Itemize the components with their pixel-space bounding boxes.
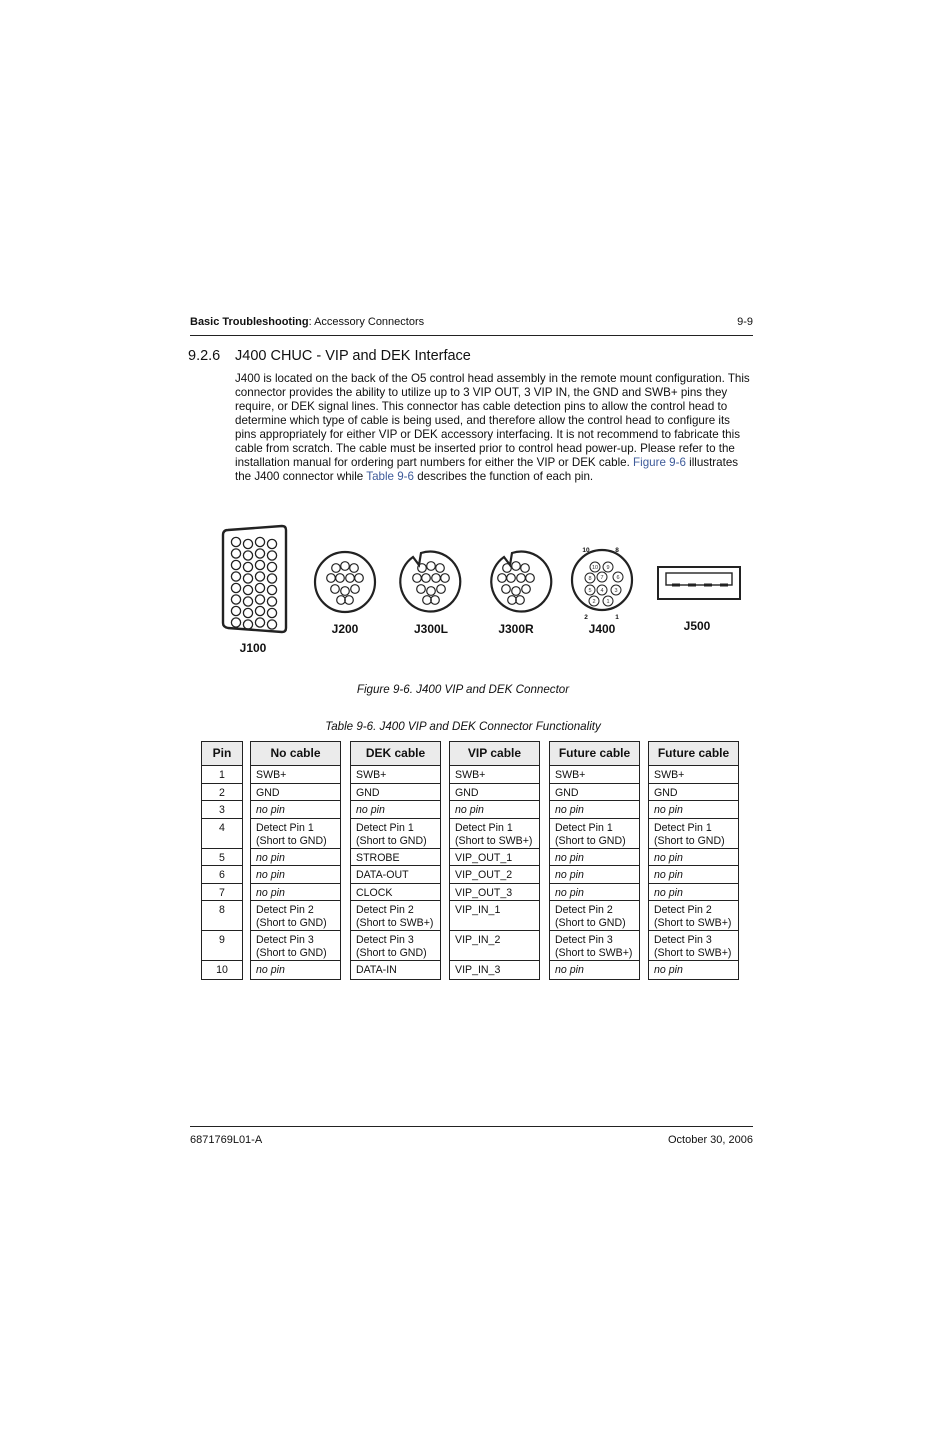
table-cell (450, 766, 539, 784)
connector-pin (231, 606, 240, 615)
connector-pin (507, 574, 516, 583)
connector-pin (243, 597, 252, 606)
j400-pin-label: 1 (615, 614, 619, 621)
connector-pin (327, 574, 336, 583)
connector-pin (512, 587, 521, 596)
connector-pin (345, 596, 354, 605)
connector-pin (351, 585, 360, 594)
table-cell-line: Detect Pin 3 (356, 934, 414, 946)
table-cell (351, 784, 440, 802)
table-cell (649, 784, 738, 802)
table-cell-line: CLOCK (356, 886, 393, 899)
connector-pin (255, 572, 264, 581)
table-cell-line: Detect Pin 3 (654, 934, 712, 946)
table-cell-line: (Short to GND) (356, 947, 427, 959)
connector-pin (243, 608, 252, 617)
connector-pin (331, 585, 340, 594)
table-cell-pin: 4 (202, 819, 242, 849)
table-column-future-cable-1 (549, 741, 640, 980)
figure-label-j200: J200 (331, 622, 359, 636)
table-cell-line: SWB+ (654, 769, 685, 781)
paragraph-line: the J400 connector while Table 9-6 describes the function of each pin. (235, 470, 594, 483)
table-cell-pin: 5 (202, 849, 242, 867)
connector-pin (522, 585, 531, 594)
table-cell-line: SWB+ (356, 769, 387, 781)
connector-pin (267, 597, 276, 606)
table-cell (351, 931, 440, 961)
table-cell-line: no pin (555, 886, 584, 899)
table-link[interactable]: Table 9-6 (366, 470, 414, 483)
connector-pin (413, 574, 422, 583)
connector-pin (255, 549, 264, 558)
table-cell-line: Detect Pin 1 (455, 821, 513, 834)
table-cell-line: no pin (555, 964, 584, 976)
j400-pin-label: 10 (582, 547, 590, 554)
j200-connector-drawing (315, 552, 375, 612)
connector-pin (521, 564, 530, 573)
connector-pin (255, 560, 264, 569)
table-cell-line: Detect Pin 2 (356, 904, 414, 916)
connector-pin (243, 574, 252, 583)
table-cell (550, 784, 639, 802)
connector-pin (243, 620, 252, 629)
table-cell-line: no pin (356, 804, 385, 816)
connector-pin (243, 551, 252, 560)
connector-pin (432, 574, 441, 583)
connector-pin (336, 574, 345, 583)
table-cell-line: Detect Pin 2 (555, 904, 613, 916)
connector-pin (431, 596, 440, 605)
table-cell (251, 819, 340, 849)
table-cell-line: (Short to GND) (256, 917, 327, 929)
j400-inner-number: 8 (588, 576, 592, 582)
j400-inner-number: 5 (588, 588, 592, 594)
figure-label-j500: J500 (683, 619, 711, 633)
j400-inner-number: 10 (591, 565, 599, 571)
paragraph-line: pins appropriately for either VIP or DEK accessory interfacing. It is not recommend to fabricate this (235, 428, 740, 441)
header-page-number: 9-9 (737, 316, 753, 328)
table-cell (550, 866, 639, 884)
connector-pin (243, 539, 252, 548)
table-cell (251, 784, 340, 802)
table-cell-line: SWB+ (455, 769, 486, 781)
connector-pin (517, 574, 526, 583)
footer-doc-number: 6871769L01-A (190, 1134, 263, 1146)
table-header-cell: No cable (251, 742, 340, 766)
table-cell-line: Detect Pin 1 (356, 821, 414, 834)
table-cell (550, 766, 639, 784)
j100-connector-drawing (223, 526, 286, 632)
table-cell-line: no pin (555, 851, 584, 864)
connector-pin (255, 595, 264, 604)
table-cell-line: SWB+ (555, 769, 586, 781)
connector-pin (255, 537, 264, 546)
table-cell (450, 819, 539, 849)
table-cell-line: no pin (455, 804, 484, 816)
table-cell-line: VIP_OUT_2 (455, 869, 513, 881)
table-cell-line: (Short to GND) (356, 834, 427, 847)
table-cell (351, 901, 440, 931)
connector-pin (418, 564, 427, 573)
table-cell (351, 884, 440, 902)
connector-pin (498, 574, 507, 583)
table-cell (550, 801, 639, 819)
connector-pin (427, 562, 436, 571)
table-cell-line: Detect Pin 1 (555, 821, 613, 834)
connector-pin (231, 537, 240, 546)
table-cell-pin: 9 (202, 931, 242, 961)
connector-pin (243, 562, 252, 571)
connector-pin (526, 574, 535, 583)
table-cell-pin: 10 (216, 964, 228, 976)
table-cell-line: no pin (654, 964, 683, 976)
connector-pin (341, 587, 350, 596)
j400-inner-number: 2 (592, 599, 596, 605)
table-cell (251, 961, 340, 979)
j400-inner-number: 7 (600, 575, 604, 581)
table-cell (351, 866, 440, 884)
connector-pin (255, 618, 264, 627)
table-cell (251, 766, 340, 784)
connector-pin (255, 606, 264, 615)
connector-pin (231, 549, 240, 558)
connector-pin (267, 585, 276, 594)
table-cell-line: (Short to SWB+) (555, 947, 633, 959)
table-header-cell: Future cable (550, 742, 639, 766)
connector-pin (508, 596, 517, 605)
table-cell-line: no pin (654, 804, 683, 816)
table-cell (351, 819, 440, 849)
footer-rule (190, 1126, 753, 1127)
table-cell-line: (Short to SWB+) (356, 917, 434, 929)
figure-label-j100: J100 (239, 641, 267, 655)
table-cell-line: VIP_IN_3 (455, 964, 501, 976)
j300l-connector-drawing (400, 552, 460, 612)
connector-pin (267, 574, 276, 583)
table-cell-line: GND (455, 786, 479, 799)
table-cell-line: VIP_OUT_3 (455, 886, 513, 899)
table-cell (351, 849, 440, 867)
connector-pin (267, 608, 276, 617)
table-column-pin (201, 741, 243, 980)
table-cell (649, 849, 738, 867)
table-cell-line: DATA-IN (356, 964, 397, 976)
table-cell (450, 884, 539, 902)
table-cell (450, 784, 539, 802)
figure-label-j300l: J300L (413, 622, 449, 636)
connector-pin (255, 583, 264, 592)
table-cell (649, 884, 738, 902)
table-cell-line: Detect Pin 2 (654, 904, 712, 916)
connector-pin (231, 572, 240, 581)
table-cell (550, 931, 639, 961)
table-cell (450, 849, 539, 867)
connector-pin (267, 620, 276, 629)
table-cell (649, 766, 738, 784)
table-cell-pin: 3 (202, 801, 242, 819)
connector-pin (441, 574, 450, 583)
table-cell-line: (Short to SWB+) (654, 947, 732, 959)
paragraph-line: J400 is located on the back of the O5 control head assembly in the remote mount configuration. This (235, 372, 750, 385)
connector-pin (346, 574, 355, 583)
table-cell-line: no pin (654, 851, 683, 864)
table-header-cell: Pin (202, 742, 242, 766)
table-cell (550, 819, 639, 849)
table-cell (649, 866, 738, 884)
table-cell-line: (Short to SWB+) (654, 917, 732, 929)
paragraph-line: connector provides the ability to utilize up to 3 VIP OUT, 3 VIP IN, the GND and SWB+ pins they (235, 386, 728, 399)
connector-pin (427, 587, 436, 596)
connector-pin (337, 596, 346, 605)
table-cell-line: no pin (654, 869, 683, 881)
table-cell-line: (Short to GND) (256, 834, 327, 847)
table-cell (550, 849, 639, 867)
j400-inner-number: 3 (614, 588, 618, 594)
table-cell (251, 866, 340, 884)
table-cell-line: no pin (555, 804, 584, 816)
table-cell-line: VIP_OUT_1 (455, 851, 513, 864)
figure-link[interactable]: Figure 9-6 (633, 456, 686, 469)
j300r-connector-drawing (491, 552, 551, 612)
table-cell (550, 961, 639, 979)
table-cell (351, 961, 440, 979)
table-cell-line: (Short to SWB+) (455, 834, 533, 847)
table-header-cell: DEK cable (351, 742, 440, 766)
table-cell-line: Detect Pin 3 (555, 934, 613, 946)
section-number: 9.2.6 (188, 348, 221, 364)
j400-inner-number: 9 (606, 565, 610, 571)
table-cell-line: no pin (256, 869, 285, 881)
connector-pin (231, 560, 240, 569)
paragraph-line: cable from scratch. The cable must be inserted prior to control head power-up. Please refer to the (235, 442, 735, 455)
table-cell-line: Detect Pin 3 (256, 934, 314, 946)
table-cell-pin: 1 (202, 766, 242, 784)
table-cell-line: VIP_IN_1 (455, 904, 501, 916)
connector-pin (332, 564, 341, 573)
table-header-cell: VIP cable (450, 742, 539, 766)
table-cell (251, 849, 340, 867)
table-cell-line: Detect Pin 1 (654, 821, 712, 834)
section-heading (188, 348, 471, 364)
table-cell-line: DATA-OUT (356, 869, 409, 881)
j400-inner-number: 6 (616, 575, 620, 581)
table-cell (550, 884, 639, 902)
connector-pin (231, 583, 240, 592)
table-cell (450, 931, 539, 961)
table-cell-line: (Short to GND) (256, 947, 327, 959)
table-cell (450, 901, 539, 931)
table-cell-line: GND (356, 786, 380, 799)
table-caption: Table 9-6. J400 VIP and DEK Connector Functionality (325, 720, 601, 733)
table-cell-line: (Short to GND) (555, 834, 626, 847)
connector-pin (231, 618, 240, 627)
table-cell-line: no pin (256, 886, 285, 899)
header-rule (190, 335, 753, 336)
paragraph-line: installation manual for ordering part numbers for either the VIP or DEK cable. Figure 9-6 illustrates (235, 456, 739, 469)
paragraph-line: require, or DEK signal lines. This connector has cable detection pins to allow the control head to (235, 400, 728, 413)
table-cell-line: SWB+ (256, 769, 287, 781)
connector-pin (350, 564, 359, 573)
header-section-title: Basic Troubleshooting: Accessory Connectors (190, 316, 425, 328)
table-column-no-cable (250, 741, 341, 980)
table-cell (251, 901, 340, 931)
table-cell-pin: 8 (202, 901, 242, 931)
connector-pin (341, 562, 350, 571)
table-header-cell: Future cable (649, 742, 738, 766)
body-paragraph (235, 372, 755, 484)
table-cell-line: no pin (256, 964, 285, 976)
table-column-dek-cable (350, 741, 441, 980)
table-cell (450, 961, 539, 979)
connector-pin (267, 562, 276, 571)
table-column-future-cable-2 (648, 741, 739, 980)
section-title: J400 CHUC - VIP and DEK Interface (235, 348, 471, 364)
j400-inner-number: 1 (606, 599, 610, 605)
table-cell-line: (Short to GND) (654, 834, 725, 847)
table-cell (649, 901, 738, 931)
table-cell (251, 884, 340, 902)
table-cell-line: no pin (555, 869, 584, 881)
table-cell-line: GND (256, 786, 280, 799)
table-cell (649, 801, 738, 819)
table-cell-line: no pin (256, 804, 285, 816)
connector-pin (512, 562, 521, 571)
figure-label-j400: J400 (588, 622, 616, 636)
connector-pin (502, 585, 511, 594)
table-cell-pin: 6 (202, 866, 242, 884)
j500-connector-drawing (658, 567, 740, 599)
table-cell (251, 801, 340, 819)
connector-figure (210, 520, 750, 665)
connector-pin (436, 564, 445, 573)
j400-pin-label: 2 (584, 614, 588, 621)
table-cell-line: GND (654, 786, 678, 799)
table-cell-pin: 2 (202, 784, 242, 802)
figure-label-j300r: J300R (498, 622, 534, 636)
j400-inner-number: 4 (600, 588, 604, 594)
connector-pin (243, 585, 252, 594)
figure-caption: Figure 9-6. J400 VIP and DEK Connector (356, 683, 570, 696)
table-cell-line: STROBE (356, 851, 400, 864)
connector-pin (267, 551, 276, 560)
table-column-vip-cable (449, 741, 540, 980)
table-cell (649, 819, 738, 849)
table-cell-line: no pin (654, 886, 683, 899)
table-cell (450, 801, 539, 819)
table-cell-line: no pin (256, 851, 285, 864)
table-cell-line: (Short to GND) (555, 917, 626, 929)
table-cell-pin: 7 (202, 884, 242, 902)
table-cell (649, 931, 738, 961)
connector-pin (417, 585, 426, 594)
connector-pin (422, 574, 431, 583)
table-cell (649, 961, 738, 979)
table-cell-line: Detect Pin 1 (256, 821, 314, 834)
connector-pin (355, 574, 364, 583)
connector-pin (267, 539, 276, 548)
table-cell-line: GND (555, 786, 579, 799)
table-cell (251, 931, 340, 961)
connector-pin (231, 595, 240, 604)
paragraph-line: determine which type of cable is being used, and therefore allow the control head to configure its (235, 414, 730, 427)
connector-pin (503, 564, 512, 573)
connector-pin (516, 596, 525, 605)
table-cell (351, 766, 440, 784)
table-cell (351, 801, 440, 819)
table-cell-line: Detect Pin 2 (256, 904, 314, 916)
table-cell (550, 901, 639, 931)
connector-pin (423, 596, 432, 605)
j400-pin-label: 8 (615, 547, 619, 554)
table-cell (450, 866, 539, 884)
connector-pin (437, 585, 446, 594)
table-cell-line: VIP_IN_2 (455, 934, 501, 946)
footer-date: October 30, 2006 (667, 1134, 753, 1146)
